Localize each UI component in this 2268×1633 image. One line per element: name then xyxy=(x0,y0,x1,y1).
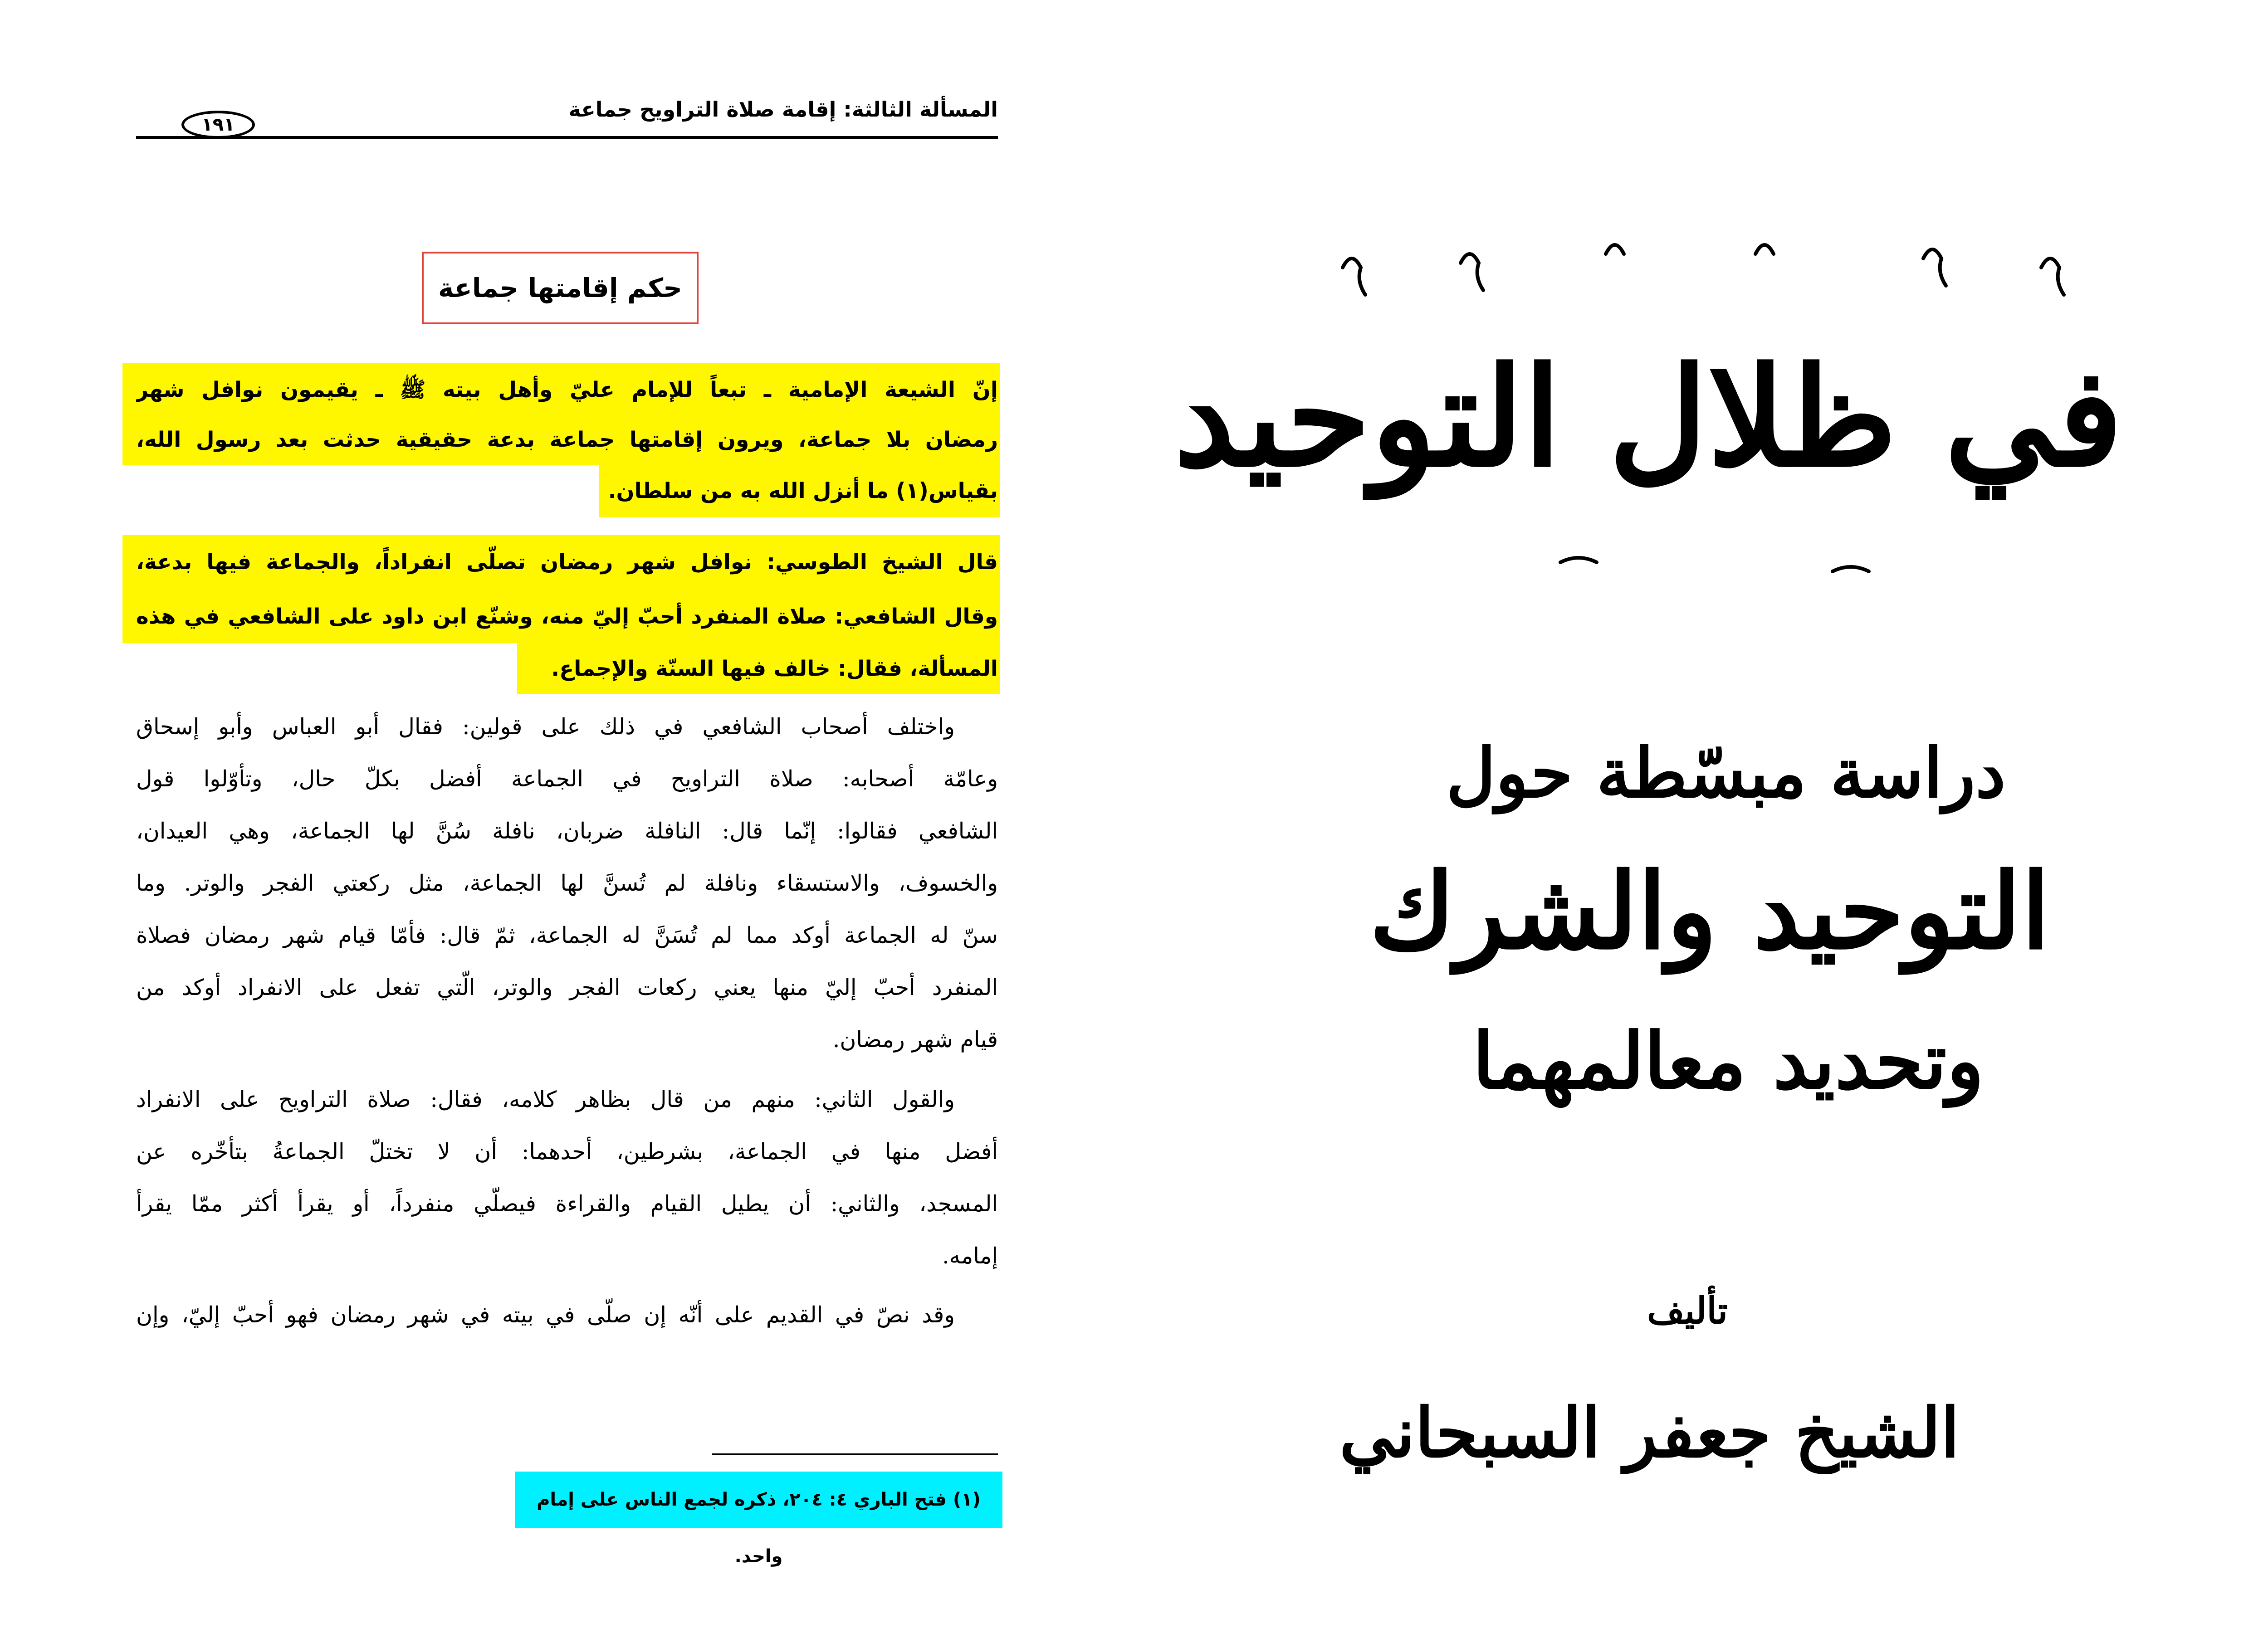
page-number: ١٩١ xyxy=(181,111,255,139)
body-line: وقال الشافعي: صلاة المنفرد أحبّ إليّ منه، وشنّع ابن داود على الشافعي في هذه xyxy=(136,604,998,629)
cover-author: الشيخ جعفر السبحاني xyxy=(1339,1393,1960,1473)
body-line: والخسوف، والاستسقاء ونافلة لم تُسنَّ لها الجماعة، مثل ركعتي الفجر والوتر. وما xyxy=(136,870,998,896)
body-line: بقياس(١) ما أنزل الله به من سلطان. xyxy=(608,478,998,503)
body-line: والقول الثاني: منهم من قال بظاهر كلامه، فقال: صلاة التراويح على الانفراد xyxy=(136,1087,955,1112)
body-line: وقد نصّ في القديم على أنّه إن صلّى في بيته في شهر رمضان فهو أحبّ إليّ، وإن xyxy=(136,1302,955,1328)
cover-secondary-title: وتحديد معالمهما xyxy=(1472,1016,1984,1107)
header-title: المسألة الثالثة: إقامة صلاة التراويح جماعة xyxy=(568,97,998,122)
footnote: (١) فتح الباري ٤: ٢٠٤، ذكره لجمع الناس على إمام واحد. xyxy=(515,1472,1002,1528)
running-header xyxy=(136,91,998,136)
body-line: المسألة، فقال: خالف فيها السنّة والإجماع. xyxy=(551,656,998,681)
section-heading: حكم إقامتها جماعة xyxy=(422,252,699,324)
text-page xyxy=(0,0,1039,1633)
body-line: المنفرد أحبّ إليّ منها يعني ركعات الفجر والوتر، الّتي تفعل على الانفراد أوكد من xyxy=(136,975,998,1000)
body-line: قال الشيخ الطوسي: نوافل شهر رمضان تصلّى انفراداً، والجماعة فيها بدعة، xyxy=(136,550,998,575)
body-line: رمضان بلا جماعة، ويرون إقامتها جماعة بدعة حقيقية حدثت بعد رسول الله، xyxy=(136,427,998,452)
body-line: إمامه. xyxy=(942,1243,998,1269)
cover-page xyxy=(1161,0,2268,1633)
body-line: الشافعي فقالوا: إنّما قال: النافلة ضربان، نافلة سُنَّ لها الجماعة، وهي العيدان، xyxy=(136,818,998,844)
cover-main-title: التوحيد والشرك xyxy=(1369,850,2050,973)
body-line: قيام شهر رمضان. xyxy=(832,1027,998,1053)
cover-author-label: تأليف xyxy=(1647,1289,1728,1332)
cover-title: في ظلال التوحيد xyxy=(1174,337,2123,497)
body-line: سنّ له الجماعة أوكد مما لم تُسَنَّ له الجماعة، ثمّ قال: فأمّا قيام شهر رمضان فصلاة xyxy=(136,922,998,948)
footnote-rule xyxy=(712,1453,998,1455)
body-line: واختلف أصحاب الشافعي في ذلك على قولين: فقال أبو العباس وأبو إسحاق xyxy=(136,714,955,740)
body-line: وعامّة أصحابه: صلاة التراويح في الجماعة أفضل بكلّ حال، وتأوّلوا قول xyxy=(136,766,998,792)
body-line: أفضل منها في الجماعة، بشرطين، أحدهما: أن لا تختلّ الجماعةُ بتأخّره عن xyxy=(136,1139,998,1165)
body-line: إنّ الشيعة الإمامية ـ تبعاً للإمام عليّ وأهل بيته ﷺ ـ يقيمون نوافل شهر xyxy=(136,377,998,402)
header-rule xyxy=(136,136,998,139)
body-line: المسجد، والثاني: أن يطيل القيام والقراءة فيصلّي منفرداً، أو يقرأ أكثر ممّا يقرأ xyxy=(136,1191,998,1217)
cover-subtitle: دراسة مبسّطة حول xyxy=(1446,733,2006,813)
